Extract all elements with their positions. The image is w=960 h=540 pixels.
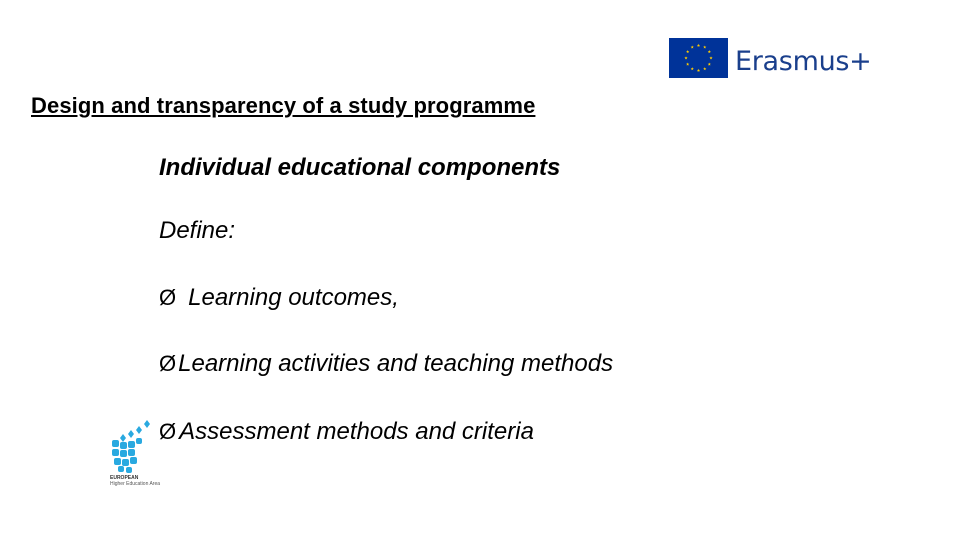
bullet-text: Assessment methods and criteria [179,418,534,445]
ehea-line-1: EUROPEAN [110,475,139,481]
arrow-bullet-icon: Ø [159,419,177,444]
bullet-text: Learning activities and teaching methods [178,350,614,377]
bullet-learning-outcomes [159,284,399,312]
ehea-mark-icon [108,418,170,474]
eu-flag-icon [669,38,728,78]
bullet-assessment-methods [159,418,534,446]
erasmus-plus-wordmark: Erasmus+ [735,45,872,77]
arrow-bullet-icon: Ø [159,351,177,376]
ehea-logo [108,418,170,494]
bullet-text: Learning outcomes, [188,284,399,311]
define-label: Define: [159,217,236,244]
ehea-wordmark [110,476,160,487]
bullet-learning-activities [159,350,613,378]
erasmus-plus-logo [669,38,871,78]
ehea-line-2: Higher Education Area [110,480,161,487]
slide-subtitle: Individual educational components [159,154,561,181]
arrow-bullet-icon: Ø [159,285,177,310]
page-title: Design and transparency of a study programme [31,93,536,118]
